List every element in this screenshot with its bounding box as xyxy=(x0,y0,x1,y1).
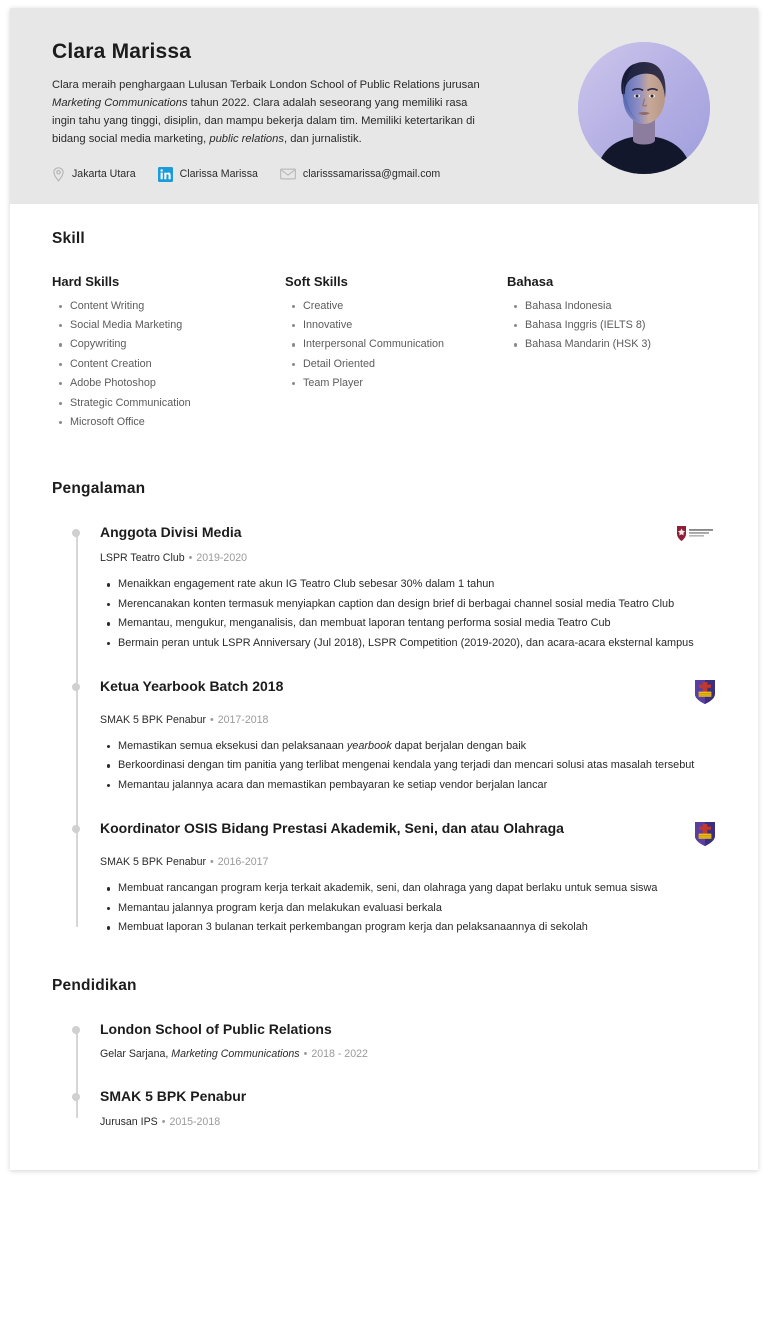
emphasis-text: public relations xyxy=(209,133,284,146)
timeline-dot xyxy=(72,529,80,537)
contact-email[interactable] xyxy=(280,168,440,180)
education-entry xyxy=(100,1088,716,1128)
list-item: Menaikkan engagement rate akun IG Teatro Club sebesar 30% dalam 1 tahun xyxy=(118,576,716,593)
degree-text: Jurusan IPS xyxy=(100,1115,158,1128)
list-item: Memantau jalannya acara dan memastikan pembayaran ke setiap vendor berjalan lancar xyxy=(118,777,716,794)
timeline-dot xyxy=(72,683,80,691)
resume-document xyxy=(10,8,758,1170)
organization-name: SMAK 5 BPK Penabur xyxy=(100,714,206,727)
date-range: 2017-2018 xyxy=(217,714,269,727)
experience-entry xyxy=(100,524,716,652)
section-skills xyxy=(52,230,716,437)
experience-bullet-list xyxy=(100,880,716,936)
skill-column-heading: Hard Skills xyxy=(52,273,120,289)
date-range: 2016-2017 xyxy=(217,856,269,869)
skill-column-heading: Soft Skills xyxy=(285,273,348,289)
contact-linkedin-label: Clarissa Marissa xyxy=(179,168,258,181)
list-item: Innovative xyxy=(303,320,507,339)
organization-name: LSPR Teatro Club xyxy=(100,552,185,565)
list-item: Merencanakan konten termasuk menyiapkan caption dan design brief di berbagai channel sosial media Teatro Club xyxy=(118,596,716,613)
education-entry xyxy=(100,1021,716,1061)
list-item: Content Writing xyxy=(70,301,285,320)
date-range: 2015-2018 xyxy=(169,1115,221,1128)
section-title-education: Pendidikan xyxy=(52,976,137,994)
experience-entry xyxy=(100,820,716,936)
skill-column-soft-skills xyxy=(285,274,507,437)
list-item: Bahasa Inggris (IELTS 8) xyxy=(525,320,740,339)
education-timeline xyxy=(72,1021,716,1128)
date-range: 2018 - 2022 xyxy=(311,1048,368,1061)
list-item: Membuat laporan 3 bulanan terkait perkembangan program kerja dan pelaksanaannya di sekolah xyxy=(118,919,716,936)
profile-summary: Clara meraih penghargaan Lulusan Terbaik London School of Public Relations jurusan Marketing Communications tahun 2022. Clara adalah seseorang yang memiliki rasa ingin tahu yang tinggi, disiplin, dan mampu bekerja dalam tim. Memiliki ketertarikan di bidang social media marketing, public relations, dan jurnalistik. xyxy=(52,79,480,146)
list-item: Creative xyxy=(303,301,507,320)
experience-entry xyxy=(100,678,716,794)
list-item: Berkoordinasi dengan tim panitia yang terlibat mengenai kendala yang terjadi dan mencari solusi atas masalah tersebut xyxy=(118,757,716,774)
list-item: Microsoft Office xyxy=(70,417,285,436)
education-entry-title: London School of Public Relations xyxy=(100,1020,332,1037)
education-entry-title: SMAK 5 BPK Penabur xyxy=(100,1088,247,1105)
organization-logo xyxy=(656,524,716,543)
experience-entry-header xyxy=(100,524,716,543)
education-entry-container xyxy=(100,1021,716,1128)
linkedin-icon xyxy=(158,167,173,182)
skill-column-hard-skills xyxy=(52,274,285,437)
experience-entry-title: Koordinator OSIS Bidang Prestasi Akademik, Seni, dan atau Olahraga xyxy=(100,820,564,837)
meta-separator: • xyxy=(210,856,214,869)
list-item: Strategic Communication xyxy=(70,398,285,417)
skill-list-soft xyxy=(285,301,507,398)
meta-separator: • xyxy=(303,1048,308,1061)
location-pin-icon xyxy=(52,167,65,182)
experience-entry-container xyxy=(100,524,716,936)
list-item: Social Media Marketing xyxy=(70,320,285,339)
section-title-skills: Skill xyxy=(52,229,85,247)
emphasis-text: yearbook xyxy=(346,740,392,753)
contact-location[interactable] xyxy=(52,167,136,182)
header-right-column xyxy=(570,40,718,174)
emphasis-text: Marketing Communications xyxy=(52,97,188,110)
list-item: Memantau, mengukur, menganalisis, dan membuat laporan tentang performa sosial media Teatro Cub xyxy=(118,615,716,632)
meta-separator: • xyxy=(210,714,214,727)
resume-body xyxy=(10,204,758,1170)
skill-list-hard xyxy=(52,301,285,437)
list-item: Adobe Photoshop xyxy=(70,378,285,397)
list-item: Membuat rancangan program kerja terkait akademik, seni, dan olahraga yang dapat berlaku untuk semua siswa xyxy=(118,880,716,897)
skill-list-bahasa xyxy=(507,301,740,359)
smak-5-bpk-penabur-logo xyxy=(694,821,716,847)
education-entry-meta xyxy=(100,1116,716,1128)
meta-separator: • xyxy=(188,552,193,565)
experience-entry-meta xyxy=(100,552,716,564)
avatar xyxy=(578,42,710,174)
organization-logo xyxy=(656,820,716,847)
list-item: Team Player xyxy=(303,378,507,397)
resume-header xyxy=(10,8,758,204)
list-item: Bermain peran untuk LSPR Anniversary (Jul 2018), LSPR Competition (2019-2020), dan acara-acara eksternal kampus xyxy=(118,635,716,652)
organization-name: SMAK 5 BPK Penabur xyxy=(100,856,206,869)
skill-column-bahasa xyxy=(507,274,740,437)
section-education xyxy=(52,977,716,1128)
experience-bullet-list xyxy=(100,576,716,652)
skill-column-heading: Bahasa xyxy=(507,273,554,289)
experience-entry-title: Anggota Divisi Media xyxy=(100,524,242,541)
education-entry-meta xyxy=(100,1048,716,1060)
degree-text: Gelar Sarjana, Marketing Communications xyxy=(100,1048,300,1061)
email-envelope-icon xyxy=(280,168,296,180)
list-item: Interpersonal Communication xyxy=(303,339,507,358)
contact-email-label: clarisssamarissa@gmail.com xyxy=(302,168,441,181)
lspr-teatro-club-logo xyxy=(674,525,716,543)
list-item: Copywriting xyxy=(70,339,285,358)
experience-bullet-list xyxy=(100,738,716,794)
experience-entry-header xyxy=(100,820,716,847)
section-title-experience: Pengalaman xyxy=(52,480,146,498)
contact-linkedin[interactable] xyxy=(158,167,258,182)
experience-timeline xyxy=(72,524,716,936)
list-item: Bahasa Mandarin (HSK 3) xyxy=(525,339,740,358)
list-item: Content Creation xyxy=(70,359,285,378)
timeline-dot xyxy=(72,825,80,833)
timeline-line xyxy=(76,1029,78,1118)
experience-entry-title: Ketua Yearbook Batch 2018 xyxy=(100,678,284,695)
smak-5-bpk-penabur-logo xyxy=(694,679,716,705)
section-experience xyxy=(52,480,716,936)
timeline-dot xyxy=(72,1026,80,1034)
list-item: Detail Oriented xyxy=(303,359,507,378)
organization-logo xyxy=(656,678,716,705)
date-range: 2019-2020 xyxy=(196,552,247,565)
skills-grid xyxy=(52,274,716,437)
contact-row xyxy=(52,167,552,182)
portrait-illustration xyxy=(578,42,710,174)
list-item: Memastikan semua eksekusi dan pelaksanaan yearbook dapat berjalan dengan baik xyxy=(118,738,716,755)
timeline-line xyxy=(76,532,78,926)
experience-entry-header xyxy=(100,678,716,705)
meta-separator: • xyxy=(161,1115,166,1128)
emphasis-text: Marketing Communications xyxy=(171,1048,300,1061)
contact-location-label: Jakarta Utara xyxy=(72,168,136,181)
list-item: Memantau jalannya program kerja dan melakukan evaluasi berkala xyxy=(118,900,716,917)
experience-entry-meta xyxy=(100,714,716,726)
timeline-dot xyxy=(72,1093,80,1101)
list-item: Bahasa Indonesia xyxy=(525,301,740,320)
page-title: Clara Marissa xyxy=(52,40,192,63)
header-left-column xyxy=(52,40,570,182)
experience-entry-meta xyxy=(100,856,716,868)
